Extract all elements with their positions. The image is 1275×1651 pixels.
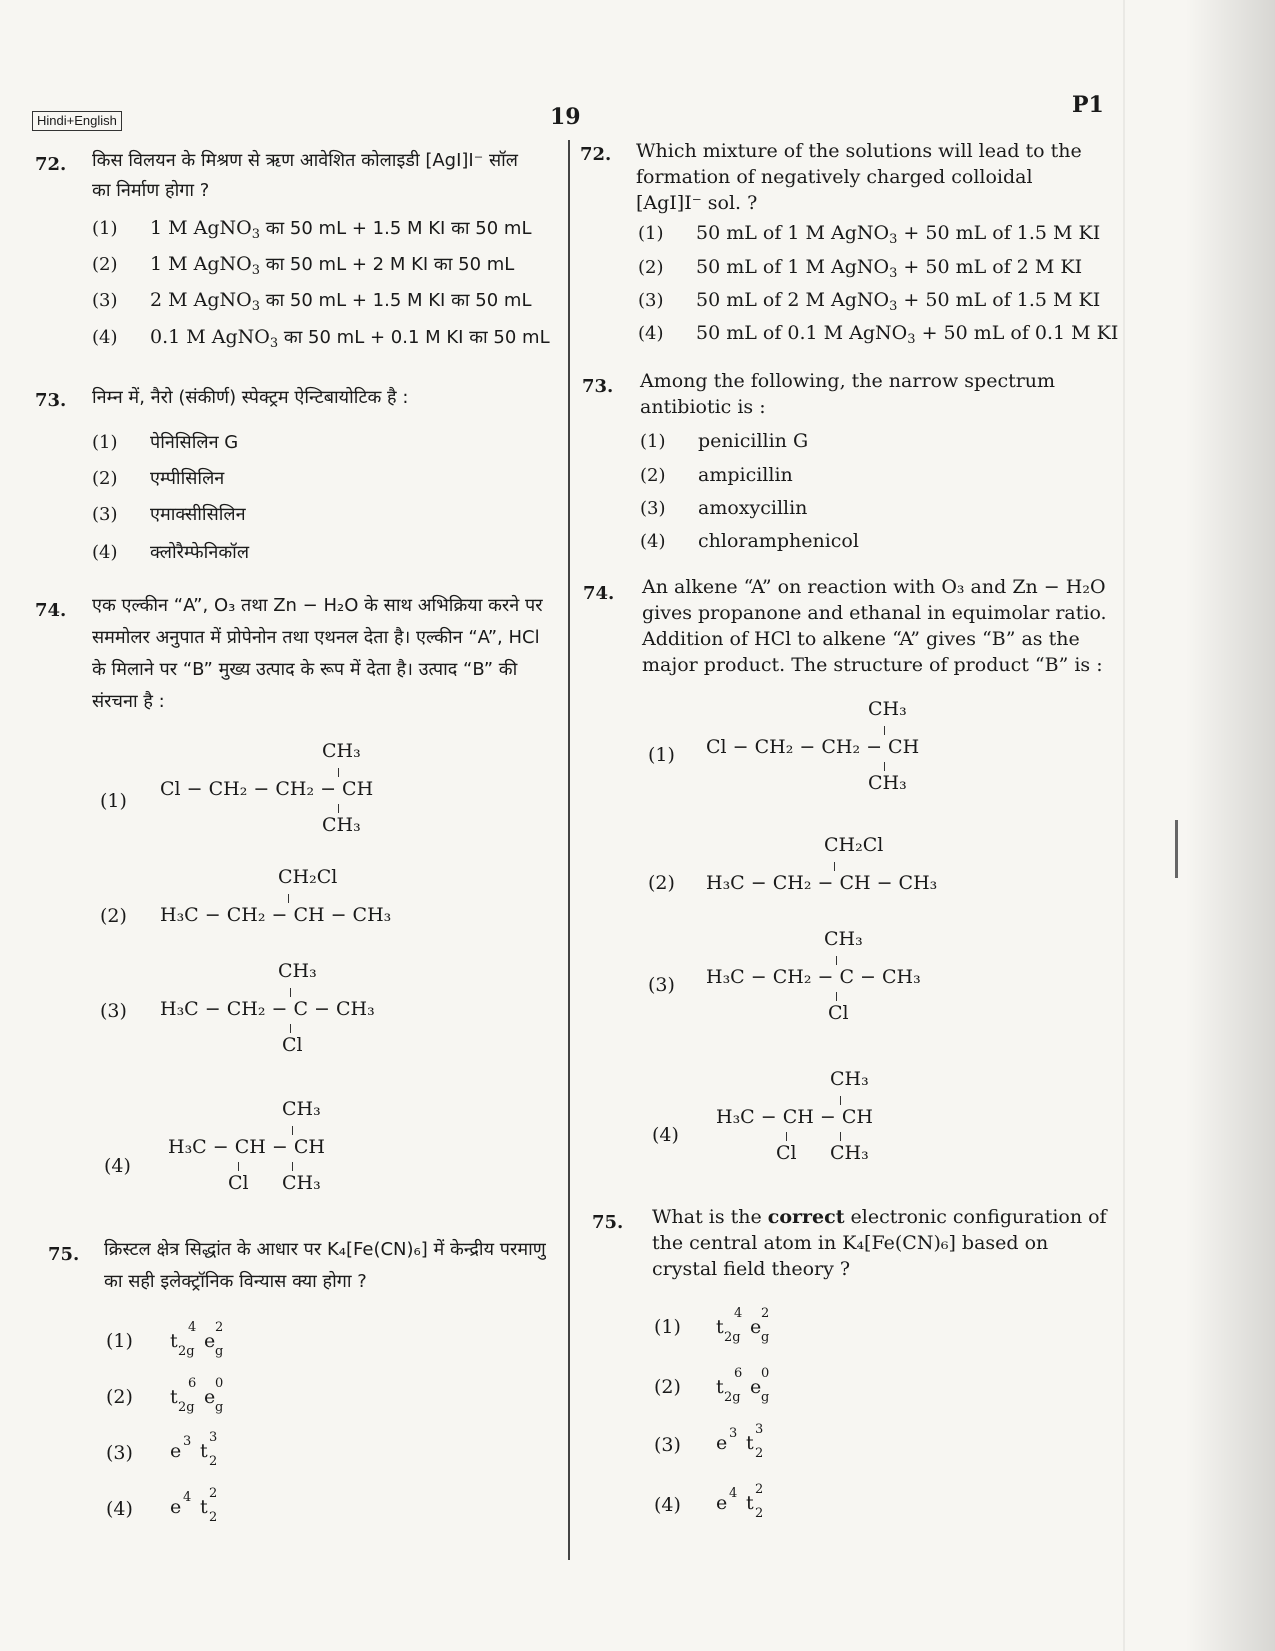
question-number: 72.: [580, 144, 612, 165]
option: (4) 50 mL of 0.1 M AgNO$_3$ + 50 mL of 0.1 M KI: [638, 322, 1119, 347]
question-text: किस विलयन के मिश्रण से ऋण आवेशित कोलाइडी [AgI]I⁻ सॉल का निर्माण होगा ?: [92, 150, 518, 201]
option: (1) penicillin G: [640, 430, 809, 452]
column-divider: [568, 140, 570, 1560]
page-fold-line: [1123, 0, 1125, 1651]
option-number: (1): [100, 790, 127, 812]
question-text: क्रिस्टल क्षेत्र सिद्धांत के आधार पर K₄[Fe(CN)₆] में केन्द्रीय परमाणु का सही इलेक्ट्रॉनिक विन्यास क्या होगा ?: [104, 1239, 546, 1292]
page-edge-shadow: [1185, 0, 1275, 1651]
paper-code: P1: [1072, 92, 1104, 118]
page-number: 19: [550, 104, 581, 130]
language-tag: Hindi+English: [32, 111, 122, 131]
option: (1) 1 M AgNO$_3$ का 50 mL + 1.5 M KI का 50 mL: [92, 217, 532, 242]
option-number: (3): [654, 1434, 681, 1456]
question-number: 74.: [35, 600, 67, 621]
question-text: An alkene “A” on reaction with O₃ and Zn − H₂O gives propanone and ethanal in equimolar ratio. Addition of HCl to alkene “A” gives “B” as the major product. The structure of product “B” is :: [642, 576, 1107, 676]
margin-mark: [1175, 820, 1178, 878]
option-number: (1): [654, 1316, 681, 1338]
question-number: 73.: [582, 376, 614, 397]
option: (4) 0.1 M AgNO$_3$ का 50 mL + 0.1 M KI का 50 mL: [92, 326, 550, 351]
question-number: 75.: [592, 1212, 624, 1233]
option-number: (3): [648, 974, 675, 996]
question-number: 73.: [35, 390, 67, 411]
option: (4) chloramphenicol: [640, 530, 859, 552]
question-text: Which mixture of the solutions will lead to the formation of negatively charged colloidal [AgI]I⁻ sol. ?: [636, 140, 1082, 214]
option-number: (2): [100, 905, 127, 927]
option-number: (4): [104, 1155, 131, 1177]
option: (1) पेनिसिलिन G: [92, 432, 239, 453]
option-number: (2): [106, 1386, 133, 1408]
exam-page: Hindi+English 19 P1 72. किस विलयन के मिश्रण से ऋण आवेशित कोलाइडी [AgI]I⁻ सॉल का निर्माण होगा ? (1) 1 M AgNO$_3$ का 50 mL + 1.5 M KI का 50 mL (2) 1 M AgNO$_3$ का 50 mL + 2 M KI का 50 mL (3) 2 M AgNO$_3$ का 50 mL + 1.5 M KI का 50 mL (4) 0.1 M AgNO$_3$ का 50 mL + 0.1 M KI का 50 mL 73. निम्न में, नैरो (संकीर्ण) स्पेक्ट्रम ऐन्टिबायोटिक है : (1) पेनिसिलिन G (2) एम्पीसिलिन (3) एमाक्सीसिलिन (4) क्लोरैम्फेनिकॉल 74. एक एल्कीन “A”, O₃ तथा Zn − H₂O के साथ अभिक्रिया करने पर सममोलर अनुपात में प्रोपेनोन तथा एथनल देता है। एल्कीन “A”, HCl के मिलाने पर “B” मुख्य उत्पाद के रूप में देता है। उत्पाद “B” की संरचना है : (1) CH₃ Cl − CH₂ − CH₂ − CH CH₃ (2) CH₂Cl H₃C − CH₂ − CH − CH₃ (3) CH₃ H₃C − CH₂ − C − CH₃ Cl (4) CH₃ H₃C − CH − CH Cl CH₃ 75. क्रिस्टल क्षेत्र सिद्धांत के आधार पर K₄[Fe(CN)₆] में केन्द्रीय परमाणु का सही इलेक्ट्रॉनिक विन्यास क्या होगा ? (1) t 2g 4 e g 2 (2) t 2g 6 e g 0 (3) e 3 t 2 3 (4) e 4 t 2 2 72. Which mixture of the solutions will lead to the formation of negatively charged colloidal [AgI]I⁻ sol. ? (1) 50 mL of 1 M AgNO$_3$ + 50 mL of 1.5 M KI (2) 50 mL of 1 M AgNO$_3$ + 50 mL of 2 M KI (3) 50 mL of 2 M AgNO$_3$ + 50 mL of 1.5 M KI (4) 50 mL of 0.1 M AgNO$_3$ + 50 mL of 0.1 M KI 73. Among the following, the narrow spectrum antibiotic is : (1) penicillin G (2) ampicillin (3) amoxycillin (4) chloramphenicol 74. An alkene “A” on reaction with O₃ and Zn − H₂O gives propanone and ethanal in equimolar ratio. Addition of HCl to alkene “A” gives “B” as the major product. The structure of product “B” is : (1) CH₃ Cl − CH₂ − CH₂ − CH CH₃ (2) CH₂Cl H₃C − CH₂ − CH − CH₃ (3) CH₃ H₃C − CH₂ − C − CH₃ Cl (4) CH₃ H₃C − CH − CH Cl CH₃ 75. What is the correct electronic configuration of the central atom in K₄[Fe(CN)₆] based on crystal field theory ? (1) t 2g 4 e g 2 (2) t 2g 6 e g 0 (3) e 3 t 2 3 (4) e 4 t 2 2: [0, 0, 1275, 1651]
question-number: 74.: [583, 583, 615, 604]
option-number: (3): [106, 1442, 133, 1464]
option: (4) क्लोरैम्फेनिकॉल: [92, 542, 250, 563]
option-number: (2): [648, 872, 675, 894]
question-text: एक एल्कीन “A”, O₃ तथा Zn − H₂O के साथ अभिक्रिया करने पर सममोलर अनुपात में प्रोपेनोन तथा एथनल देता है। एल्कीन “A”, HCl के मिलाने पर “B” मुख्य उत्पाद के रूप में देता है। उत्पाद “B” की संरचना है :: [92, 595, 543, 712]
question-text: What is the correct electronic configuration of the central atom in K₄[Fe(CN)₆] based on crystal field theory ?: [652, 1206, 1107, 1280]
option: (3) amoxycillin: [640, 497, 808, 519]
question-number: 75.: [48, 1244, 80, 1265]
option-number: (2): [654, 1376, 681, 1398]
option-number: (4): [652, 1124, 679, 1146]
option: (2) 1 M AgNO$_3$ का 50 mL + 2 M KI का 50 mL: [92, 253, 515, 278]
question-text: निम्न में, नैरो (संकीर्ण) स्पेक्ट्रम ऐन्टिबायोटिक है :: [92, 387, 409, 408]
option: (2) एम्पीसिलिन: [92, 468, 225, 489]
question-number: 72.: [35, 154, 67, 175]
option-number: (3): [100, 1000, 127, 1022]
option: (3) एमाक्सीसिलिन: [92, 504, 246, 525]
option: (2) 50 mL of 1 M AgNO$_3$ + 50 mL of 2 M KI: [638, 256, 1083, 281]
option: (2) ampicillin: [640, 464, 793, 486]
option-number: (4): [106, 1498, 133, 1520]
option-number: (1): [648, 744, 675, 766]
option: (3) 50 mL of 2 M AgNO$_3$ + 50 mL of 1.5 M KI: [638, 289, 1101, 314]
option: (1) 50 mL of 1 M AgNO$_3$ + 50 mL of 1.5 M KI: [638, 222, 1101, 247]
question-text: Among the following, the narrow spectrum antibiotic is :: [640, 370, 1056, 418]
option: (3) 2 M AgNO$_3$ का 50 mL + 1.5 M KI का 50 mL: [92, 289, 532, 314]
option-number: (1): [106, 1330, 133, 1352]
option-number: (4): [654, 1494, 681, 1516]
